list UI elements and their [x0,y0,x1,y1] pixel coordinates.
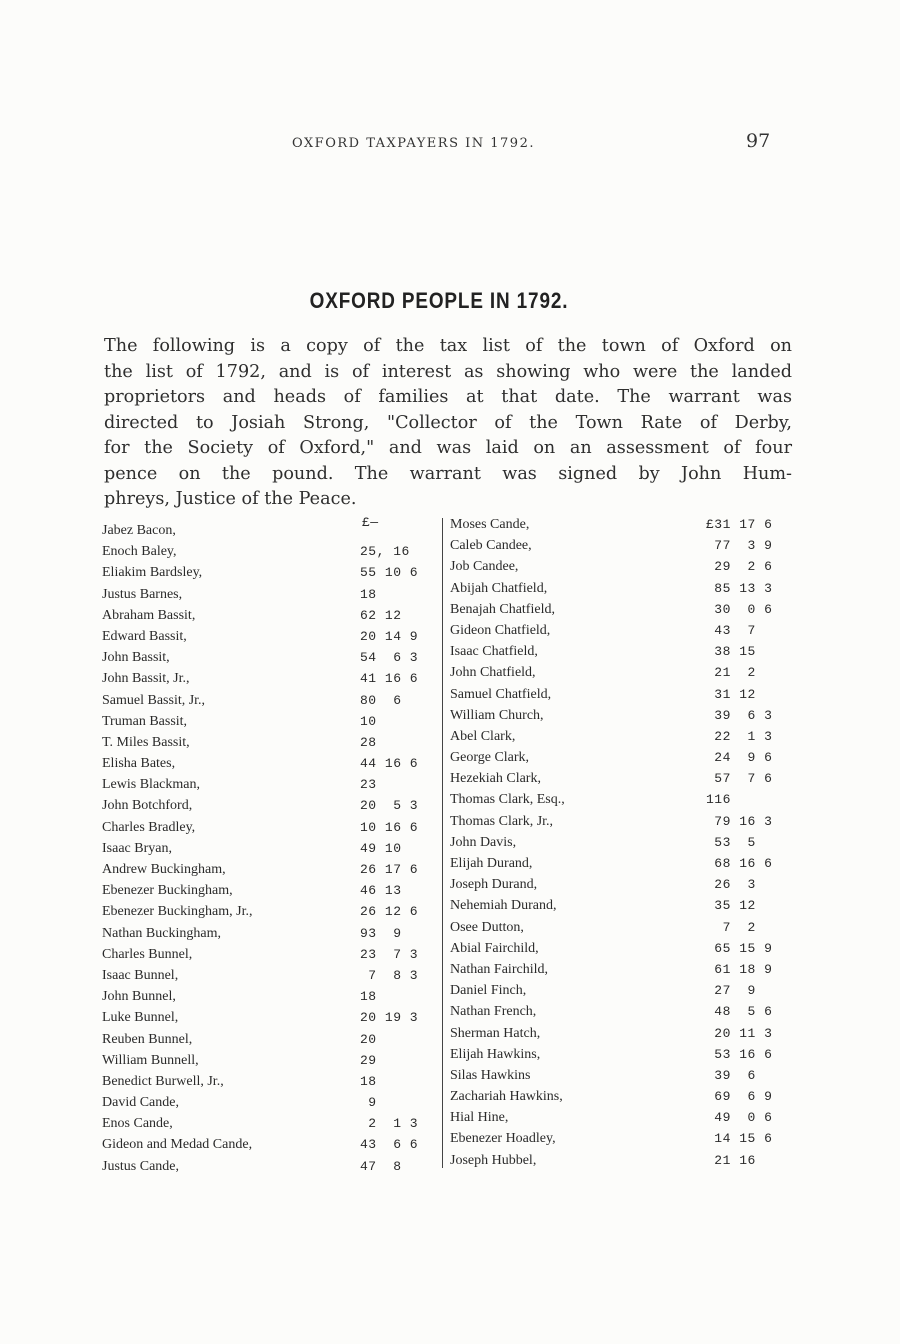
intro-line: directed to Josiah Strong, "Collector of the Town Rate of Derby, [104,412,792,433]
taxpayer-row [448,874,798,895]
intro-line: phreys, Justice of the Peace. [104,489,357,509]
taxpayer-row [448,556,798,577]
taxpayer-row [448,620,798,641]
taxpayer-name: Isaac Chatfield, [450,644,538,660]
intro-line: for the Society of Oxford," and was laid on an assessment of four [104,438,792,458]
taxpayer-row [100,605,440,626]
taxpayer-row [100,1050,440,1071]
taxpayer-row [100,1071,440,1092]
assessment-amount: 21 16 [706,1152,756,1168]
assessment-amount: 44 16 6 [360,756,419,772]
assessment-amount: 49 0 6 [706,1110,773,1126]
taxpayer-name: Samuel Bassit, Jr., [102,692,206,708]
taxpayer-name: Nathan Fairchild, [450,961,548,977]
assessment-amount: 20 5 3 [360,798,419,814]
taxpayer-name: Moses Cande, [450,517,530,532]
intro-paragraph [104,334,792,513]
taxpayer-row [100,520,440,541]
taxpayer-name: Nathan Buckingham, [102,925,221,941]
assessment-amount: 14 15 6 [706,1131,773,1147]
tax-list-left-column [100,514,440,1174]
taxpayer-name: Reuben Bunnel, [102,1031,193,1047]
taxpayer-name: Daniel Finch, [450,983,527,999]
taxpayer-row [100,986,440,1007]
assessment-amount: 21 2 [706,665,756,681]
assessment-amount: 39 6 3 [706,707,773,723]
taxpayer-name: Job Candee, [450,559,519,575]
assessment-amount: 53 5 [706,834,756,850]
assessment-amount: 49 10 [360,840,402,856]
taxpayer-row [448,599,798,620]
intro-line: pence on the pound. The warrant was signed by John Hum- [104,463,792,484]
taxpayer-name: Osee Dutton, [450,919,524,935]
taxpayer-row [100,1007,440,1028]
assessment-amount: 20 19 3 [360,1010,419,1026]
taxpayer-row [448,895,798,916]
taxpayer-row [100,562,440,583]
taxpayer-name: Justus Cande, [102,1158,179,1174]
taxpayer-name: Joseph Durand, [450,877,538,893]
taxpayer-row [100,753,440,774]
assessment-amount: 20 [360,1031,377,1047]
assessment-amount: 48 5 6 [706,1004,773,1020]
taxpayer-row [448,1001,798,1022]
taxpayer-row [100,817,440,838]
assessment-amount: 29 2 6 [706,559,773,575]
taxpayer-name: Gideon Chatfield, [450,622,551,638]
taxpayer-row [100,584,440,605]
section-title: OXFORD PEOPLE IN 1792. [309,288,569,313]
taxpayer-row [448,705,798,726]
taxpayer-name: Edward Bassit, [102,628,187,644]
taxpayer-name: Andrew Buckingham, [102,862,226,877]
taxpayer-row [448,662,798,683]
assessment-amount: 23 7 3 [360,946,419,962]
taxpayer-name: Joseph Hubbel, [450,1152,537,1168]
assessment-amount: 10 16 6 [360,819,419,835]
taxpayer-name: Zachariah Hawkins, [450,1089,563,1105]
assessment-amount: 20 11 3 [706,1025,773,1041]
assessment-amount: 61 18 9 [706,961,773,977]
taxpayer-name: John Bassit, [102,650,170,666]
assessment-amount: 29 [360,1052,377,1068]
taxpayer-name: John Davis, [450,834,517,850]
taxpayer-name: John Botchford, [102,798,193,814]
taxpayer-row [448,641,798,662]
assessment-amount: 53 16 6 [706,1046,773,1062]
assessment-amount: 79 16 3 [706,813,773,829]
assessment-amount: 62 12 [360,607,402,623]
intro-line: the list of 1792, and is of interest as showing who were the landed [104,361,792,382]
taxpayer-name: Thomas Clark, Jr., [450,813,554,829]
taxpayer-name: Nehemiah Durand, [450,898,557,914]
assessment-amount: 28 [360,734,377,750]
taxpayer-name: John Chatfield, [450,665,536,681]
taxpayer-row [100,901,440,922]
taxpayer-name: Justus Barnes, [102,586,183,602]
assessment-amount: 47 8 [360,1158,402,1174]
taxpayer-row [448,853,798,874]
taxpayer-row [448,832,798,853]
taxpayer-name: Caleb Candee, [450,538,532,554]
assessment-amount: 27 9 [706,983,756,999]
taxpayer-name: John Bassit, Jr., [102,671,190,687]
assessment-amount: 18 [360,586,377,602]
assessment-amount: 30 0 6 [706,601,773,617]
assessment-amount: 26 3 [706,877,756,893]
assessment-amount: 39 6 [706,1067,756,1083]
assessment-amount: 46 13 [360,883,402,899]
taxpayer-name: Abraham Bassit, [102,607,196,623]
taxpayer-name: Sherman Hatch, [450,1025,541,1041]
taxpayer-row [100,541,440,562]
taxpayer-name: Ebenezer Buckingham, Jr., [102,904,253,920]
taxpayer-name: Nathan French, [450,1004,537,1020]
assessment-amount: 77 3 9 [706,538,773,554]
assessment-amount: 31 12 [706,686,756,702]
taxpayer-row [100,732,440,753]
assessment-amount: 10 [360,713,377,729]
taxpayer-row [448,535,798,556]
assessment-amount: 55 10 6 [360,565,419,581]
taxpayer-name: Ebenezer Buckingham, [102,883,233,899]
assessment-amount: 26 12 6 [360,904,419,920]
taxpayer-name: Hial Hine, [450,1110,509,1126]
taxpayer-name: Abial Fairchild, [450,940,539,956]
taxpayer-row [448,959,798,980]
taxpayer-name: Elijah Durand, [450,856,533,871]
taxpayer-name: George Clark, [450,750,530,766]
taxpayer-name: Isaac Bryan, [102,840,172,856]
currency-header: £— [362,515,379,530]
assessment-amount: 65 15 9 [706,940,773,956]
taxpayer-name: Gideon and Medad Cande, [102,1137,253,1153]
assessment-amount: 26 17 6 [360,862,419,877]
assessment-amount: 54 6 3 [360,650,419,666]
taxpayer-row [448,1086,798,1107]
intro-line: The following is a copy of the tax list of the town of Oxford on [104,336,792,356]
taxpayer-row [448,1065,798,1086]
taxpayer-row [448,938,798,959]
assessment-amount: 85 13 3 [706,580,773,596]
taxpayer-row [448,789,798,810]
taxpayer-name: Eliakim Bardsley, [102,565,203,581]
taxpayer-name: Abijah Chatfield, [450,580,548,596]
assessment-amount: 22 1 3 [706,728,773,744]
taxpayer-row [100,668,440,689]
assessment-amount: 23 [360,777,377,793]
taxpayer-row [100,880,440,901]
taxpayer-row [100,647,440,668]
assessment-amount: 43 7 [706,622,756,638]
taxpayer-row [448,747,798,768]
taxpayer-row [448,1128,798,1149]
assessment-amount: 68 16 6 [706,856,773,871]
assessment-amount: 38 15 [706,644,756,660]
taxpayer-row [448,917,798,938]
taxpayer-name: John Bunnel, [102,989,176,1005]
assessment-amount: 24 9 6 [706,750,773,766]
assessment-amount: 35 12 [706,898,756,914]
taxpayer-row [100,1134,440,1155]
taxpayer-name: Jabez Bacon, [102,523,176,538]
taxpayer-row [100,1092,440,1113]
assessment-amount: 7 2 [706,919,756,935]
taxpayer-row [100,944,440,965]
assessment-amount: 43 6 6 [360,1137,419,1153]
taxpayer-row [100,1113,440,1134]
taxpayer-name: David Cande, [102,1095,179,1111]
taxpayer-name: William Bunnell, [102,1052,199,1068]
assessment-amount: 18 [360,989,377,1005]
taxpayer-name: Hezekiah Clark, [450,771,541,787]
taxpayer-name: Abel Clark, [450,728,516,744]
taxpayer-row [448,1107,798,1128]
assessment-amount: 9 [360,1095,377,1111]
taxpayer-row [448,1044,798,1065]
taxpayer-name: Thomas Clark, Esq., [450,792,565,808]
column-divider [442,518,443,1168]
assessment-amount: 7 8 3 [360,967,419,983]
assessment-amount: 93 9 [360,925,402,941]
taxpayer-name: Enos Cande, [102,1116,173,1132]
taxpayer-row [448,1023,798,1044]
taxpayer-name: Truman Bassit, [102,713,188,729]
assessment-amount: 2 1 3 [360,1116,419,1132]
taxpayer-name: Lewis Blackman, [102,777,200,793]
taxpayer-row [448,684,798,705]
assessment-amount: 25, 16 [360,544,410,560]
taxpayer-row [100,1156,440,1177]
taxpayer-row [448,768,798,789]
taxpayer-name: Enoch Baley, [102,544,177,560]
taxpayer-name: Elijah Hawkins, [450,1046,541,1062]
taxpayer-name: Silas Hawkins [450,1067,531,1083]
assessment-amount: £31 17 6 [706,517,773,532]
assessment-amount: 69 6 9 [706,1089,773,1105]
taxpayer-row [448,980,798,1001]
taxpayer-row [448,514,798,535]
taxpayer-name: Benajah Chatfield, [450,601,555,617]
taxpayer-row [100,626,440,647]
taxpayer-row [100,711,440,732]
taxpayer-name: William Church, [450,707,544,723]
taxpayer-name: Luke Bunnel, [102,1010,179,1026]
taxpayer-name: Samuel Chatfield, [450,686,552,702]
taxpayer-row [100,965,440,986]
taxpayer-row [100,1029,440,1050]
tax-list [100,514,800,1174]
running-head: OXFORD TAXPAYERS IN 1792. [292,136,535,151]
taxpayer-row [100,923,440,944]
taxpayer-row [448,726,798,747]
taxpayer-row [100,774,440,795]
taxpayer-name: Benedict Burwell, Jr., [102,1073,224,1089]
taxpayer-row [100,859,440,880]
assessment-amount: 116 [706,792,731,808]
taxpayer-row [100,690,440,711]
assessment-amount: 41 16 6 [360,671,419,687]
taxpayer-row [448,811,798,832]
taxpayer-name: Ebenezer Hoadley, [450,1131,556,1147]
taxpayer-row [448,578,798,599]
taxpayer-name: T. Miles Bassit, [102,734,190,750]
taxpayer-row [100,795,440,816]
assessment-amount: 57 7 6 [706,771,773,787]
taxpayer-name: Charles Bradley, [102,819,196,835]
assessment-amount: 20 14 9 [360,628,419,644]
assessment-amount: 80 6 [360,692,402,708]
assessment-amount: 18 [360,1073,377,1089]
taxpayer-row [448,1150,798,1171]
taxpayer-row [100,838,440,859]
taxpayer-name: Elisha Bates, [102,756,176,772]
taxpayer-name: Charles Bunnel, [102,946,193,962]
tax-list-right-column [448,514,798,1171]
taxpayer-name: Isaac Bunnel, [102,967,179,983]
intro-line: proprietors and heads of families at that date. The warrant was [104,387,792,407]
page-number: 97 [746,130,771,152]
